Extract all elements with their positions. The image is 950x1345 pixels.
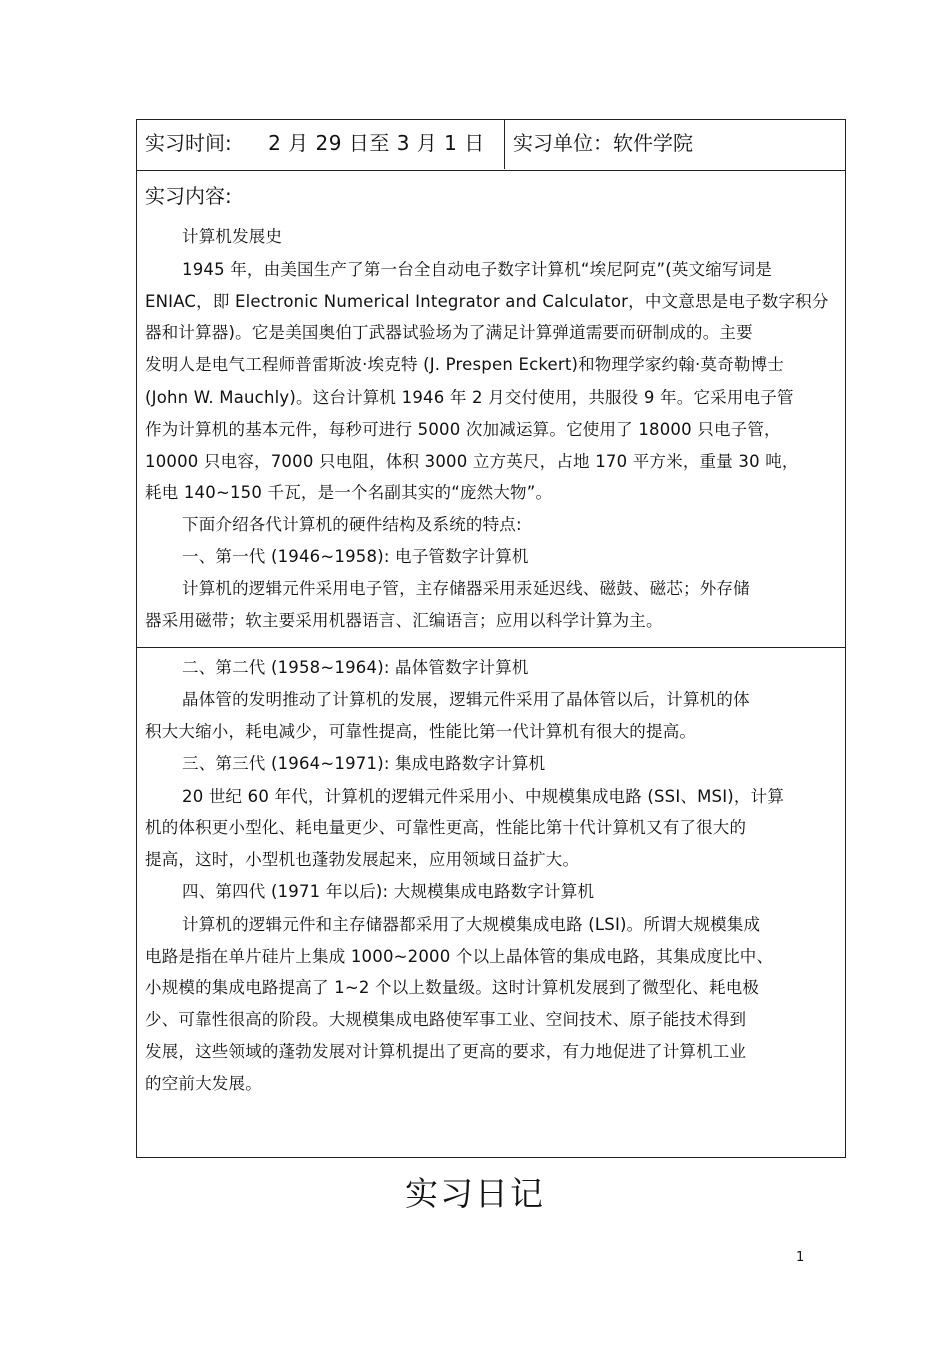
internship-time-value: 2 月 29 日至 3 月 1 日	[268, 131, 485, 155]
content-line: 耗电 140~150 千瓦，是一个名副其实的“庞然大物”。	[145, 483, 553, 502]
content-line: 晶体管的发明推动了计算机的发展，逻辑元件采用了晶体管以后，计算机的体	[182, 690, 750, 709]
header-row	[137, 120, 845, 171]
content-section-title: 实习内容:	[145, 184, 232, 208]
diary-heading: 实习日记	[405, 1174, 545, 1213]
content-line: 三、第三代 (1964~1971): 集成电路数字计算机	[182, 754, 546, 773]
content-line: 器采用磁带；软主要采用机器语言、汇编语言；应用以科学计算为主。	[145, 611, 663, 630]
internship-time-label: 实习时间:	[145, 131, 232, 155]
content-line: 发展，这些领域的蓬勃发展对计算机提出了更高的要求，有力地促进了计算机工业	[145, 1042, 747, 1061]
content-line: (John W. Mauchly)。这台计算机 1946 年 2 月交付使用，共服役 9 年。它采用电子管	[145, 388, 794, 407]
content-line: 发明人是电气工程师普雷斯波·埃克特 (J. Prespen Eckert)和物理学家约翰·莫奇勒博士	[145, 355, 784, 374]
content-line: 二、第二代 (1958~1964): 晶体管数字计算机	[182, 658, 529, 677]
content-line: 计算机的逻辑元件和主存储器都采用了大规模集成电路 (LSI)。所谓大规模集成	[182, 915, 761, 934]
content-line: 四、第四代 (1971 年以后): 大规模集成电路数字计算机	[182, 882, 595, 901]
header-cell-divider	[504, 120, 505, 169]
content-line: 下面介绍各代计算机的硬件结构及系统的特点:	[182, 515, 522, 534]
content-line: 积大大缩小，耗电减少，可靠性提高，性能比第一代计算机有很大的提高。	[145, 722, 697, 741]
content-line: 器和计算器)。它是美国奥伯丁武器试验场为了满足计算弹道需要而研制成的。主要	[145, 323, 753, 342]
content-line: 机的体积更小型化、耗电量更少、可靠性更高，性能比第十代计算机又有了很大的	[145, 818, 747, 837]
content-line: 计算机的逻辑元件采用电子管，主存储器采用汞延迟线、磁鼓、磁芯；外存储	[182, 579, 750, 598]
content-line: 一、第一代 (1946~1958): 电子管数字计算机	[182, 547, 529, 566]
section-divider	[137, 647, 845, 648]
content-line: 10000 只电容，7000 只电阻，体积 3000 立方英尺，占地 170 平方米，重量 30 吨，	[145, 452, 799, 471]
content-line: 计算机发展史	[182, 227, 283, 246]
content-line: 小规模的集成电路提高了 1~2 个以上数量级。这时计算机发展到了微型化、耗电极	[145, 978, 760, 997]
content-line: 20 世纪 60 年代，计算机的逻辑元件采用小、中规模集成电路 (SSI、MSI)，计算	[182, 787, 785, 806]
internship-time-cell	[145, 120, 500, 169]
content-line: 电路是指在单片硅片上集成 1000~2000 个以上晶体管的集成电路，其集成度比中、	[145, 947, 774, 966]
content-line: ENIAC，即 Electronic Numerical Integrator and Calculator，中文意思是电子数字积分	[145, 292, 829, 311]
content-line: 1945 年，由美国生产了第一台全自动电子数字计算机“埃尼阿克”(英文缩写词是	[182, 260, 773, 279]
page-number: 1	[796, 1250, 805, 1265]
internship-unit-cell: 实习单位：软件学院	[513, 131, 693, 155]
content-line: 的空前大发展。	[145, 1074, 262, 1093]
content-line: 提高，这时，小型机也蓬勃发展起来，应用领域日益扩大。	[145, 850, 580, 869]
content-line: 少、可靠性很高的阶段。大规模集成电路使军事工业、空间技术、原子能技术得到	[145, 1010, 747, 1029]
internship-record-table	[136, 119, 846, 1158]
content-line: 作为计算机的基本元件，每秒可进行 5000 次加减运算。它使用了 18000 只电子管，	[145, 420, 781, 439]
